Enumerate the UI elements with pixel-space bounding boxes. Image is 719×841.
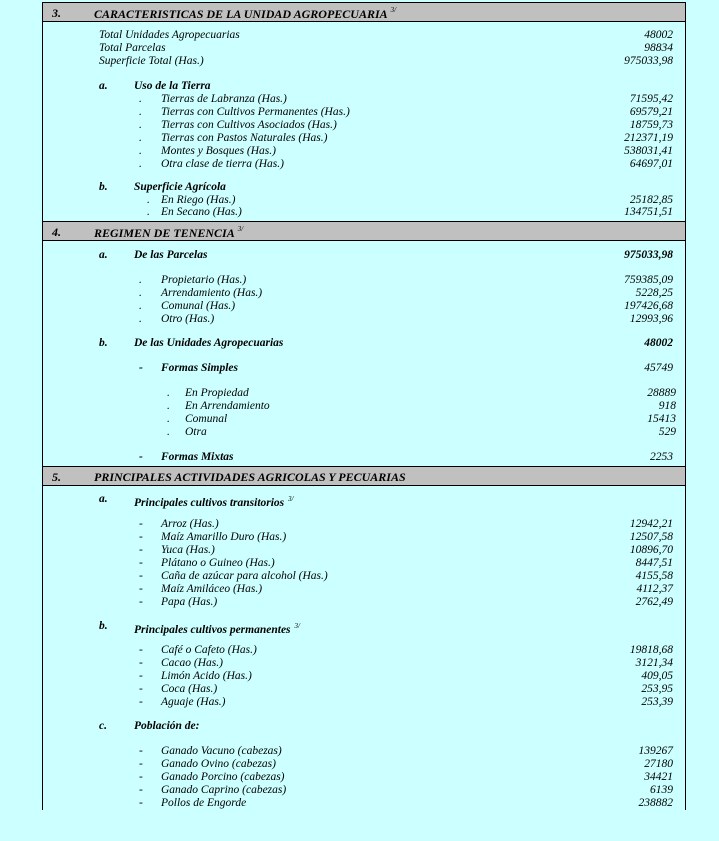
item-value: 238882 <box>638 797 673 809</box>
footnote-ref: 3/ <box>288 495 294 503</box>
item-label: Otra clase de tierra (Has.) <box>161 158 284 170</box>
item-label: Café o Cafeto (Has.) <box>161 644 257 656</box>
item-value: 134751,51 <box>624 206 673 218</box>
bullet: . <box>147 194 150 206</box>
bullet: - <box>139 758 143 770</box>
item-value: 6139 <box>650 784 673 796</box>
item-label: En Propiedad <box>185 387 249 399</box>
section-title <box>94 6 396 22</box>
group-title: Formas Simples <box>161 362 239 374</box>
item-label: Aguaje (Has.) <box>161 696 226 708</box>
list-item <box>43 287 685 300</box>
list-item <box>43 387 685 400</box>
bullet: - <box>139 644 143 656</box>
item-label: Plátano o Guineo (Has.) <box>161 557 275 569</box>
item-label: Ganado Caprino (cabezas) <box>161 784 287 796</box>
list-item <box>43 745 685 758</box>
item-label: Maíz Amarillo Duro (Has.) <box>161 531 287 543</box>
item-label: Maíz Amiláceo (Has.) <box>161 583 263 595</box>
bullet: - <box>139 797 143 809</box>
list-item <box>43 119 685 132</box>
row-value: 98834 <box>644 42 673 54</box>
group-header <box>43 362 685 375</box>
dash: - <box>139 362 143 374</box>
list-item <box>43 570 685 583</box>
item-value: 253,95 <box>641 683 673 695</box>
bullet: - <box>139 670 143 682</box>
list-item <box>43 426 685 439</box>
subsection-header <box>43 337 685 350</box>
item-label: Cacao (Has.) <box>161 657 223 669</box>
item-label: Comunal <box>185 413 228 425</box>
bullet: - <box>139 583 143 595</box>
item-value: 918 <box>658 400 676 412</box>
bullet: - <box>139 570 143 582</box>
item-label: En Arrendamiento <box>185 400 270 412</box>
item-label: Tierras con Cultivos Asociados (Has.) <box>161 119 337 131</box>
list-item <box>43 400 685 413</box>
bullet: - <box>139 596 143 608</box>
item-label: Ganado Vacuno (cabezas) <box>161 745 282 757</box>
section-number: 5. <box>52 470 61 484</box>
item-value: 69579,21 <box>629 106 673 118</box>
subsection-header <box>43 249 685 262</box>
bullet: - <box>139 771 143 783</box>
subsection-title-text: Principales cultivos permanentes <box>134 624 291 636</box>
subsection-title: De las Unidades Agropecuarias <box>134 337 284 349</box>
row-label: Total Unidades Agropecuarias <box>99 29 240 41</box>
list-item <box>43 518 685 531</box>
item-value: 71595,42 <box>629 93 673 105</box>
row-value: 975033,98 <box>624 55 673 67</box>
section-title: PRINCIPALES ACTIVIDADES AGRICOLAS Y PECUARIAS <box>94 470 406 484</box>
group-title: Formas Mixtas <box>161 451 234 463</box>
list-item <box>43 797 685 810</box>
subsection-title: Población de: <box>134 720 200 732</box>
group-value: 2253 <box>650 451 673 463</box>
subsection-letter: c. <box>99 720 107 732</box>
item-label: En Riego (Has.) <box>161 194 236 206</box>
item-value: 409,05 <box>641 670 673 682</box>
list-item <box>43 596 685 609</box>
subsection-header <box>43 80 685 93</box>
list-item <box>43 758 685 771</box>
bullet: . <box>167 426 170 438</box>
item-value: 34421 <box>644 771 673 783</box>
bullet: - <box>139 557 143 569</box>
subsection-letter: a. <box>99 249 108 261</box>
list-item <box>43 313 685 326</box>
subsection-header <box>43 620 685 636</box>
bullet: . <box>139 287 142 299</box>
item-value: 253,39 <box>641 696 673 708</box>
group-value: 45749 <box>644 362 673 374</box>
item-value: 759385,09 <box>624 274 673 286</box>
subsection-letter: b. <box>99 620 108 632</box>
section-number: 4. <box>52 225 61 239</box>
item-value: 4155,58 <box>635 570 673 582</box>
bullet: . <box>139 132 142 144</box>
footnote-ref: 3/ <box>237 225 244 233</box>
item-label: Montes y Bosques (Has.) <box>161 145 276 157</box>
item-label: Limón Acido (Has.) <box>161 670 252 682</box>
item-label: Propietario (Has.) <box>161 274 247 286</box>
bullet: . <box>167 413 170 425</box>
list-item <box>43 644 685 657</box>
total-row <box>43 55 685 68</box>
subsection-letter: a. <box>99 493 108 505</box>
item-value: 12993,96 <box>629 313 673 325</box>
subsection-title <box>134 620 300 637</box>
item-label: Tierras con Pastos Naturales (Has.) <box>161 132 328 144</box>
item-label: Comunal (Has.) <box>161 300 236 312</box>
list-item <box>43 670 685 683</box>
total-row <box>43 29 685 42</box>
list-item <box>43 531 685 544</box>
bullet: - <box>139 745 143 757</box>
subsection-title <box>134 493 294 510</box>
item-value: 529 <box>658 426 676 438</box>
item-value: 3121,34 <box>635 657 673 669</box>
item-label: Coca (Has.) <box>161 683 218 695</box>
subsection-title: Uso de la Tierra <box>134 80 211 92</box>
item-label: Tierras de Labranza (Has.) <box>161 93 287 105</box>
bullet: - <box>139 657 143 669</box>
bullet: . <box>139 93 142 105</box>
list-item <box>43 93 685 106</box>
section-number: 3. <box>52 6 61 20</box>
item-value: 12507,58 <box>629 531 673 543</box>
item-value: 25182,85 <box>629 194 673 206</box>
section-title <box>94 225 243 241</box>
item-value: 19818,68 <box>629 644 673 656</box>
item-value: 4112,37 <box>636 583 673 595</box>
subsection-value: 975033,98 <box>624 249 673 261</box>
list-item <box>43 106 685 119</box>
subsection-value: 48002 <box>644 337 673 349</box>
document-page <box>42 2 686 810</box>
subsection-title-text: Principales cultivos transitorios <box>134 497 285 509</box>
item-label: Otro (Has.) <box>161 313 215 325</box>
list-item <box>43 657 685 670</box>
subsection-letter: a. <box>99 80 108 92</box>
dash: - <box>139 451 143 463</box>
subsection-letter: b. <box>99 181 108 193</box>
item-label: Caña de azúcar para alcohol (Has.) <box>161 570 328 582</box>
item-label: En Secano (Has.) <box>161 206 242 218</box>
bullet: . <box>139 106 142 118</box>
list-item <box>43 300 685 313</box>
subsection-header <box>43 493 685 509</box>
item-value: 15413 <box>647 413 676 425</box>
bullet: - <box>139 784 143 796</box>
subsection-letter: b. <box>99 337 108 349</box>
section-title-text: REGIMEN DE TENENCIA <box>94 226 235 240</box>
list-item <box>43 544 685 557</box>
item-value: 10896,70 <box>629 544 673 556</box>
total-row <box>43 42 685 55</box>
list-item <box>43 771 685 784</box>
list-item <box>43 583 685 596</box>
row-label: Total Parcelas <box>99 42 166 54</box>
row-value: 48002 <box>644 29 673 41</box>
subsection-title: De las Parcelas <box>134 249 208 261</box>
footnote-ref: 3/ <box>390 6 397 14</box>
item-value: 2762,49 <box>635 596 673 608</box>
item-value: 27180 <box>644 758 673 770</box>
item-label: Tierras con Cultivos Permanentes (Has.) <box>161 106 350 118</box>
item-label: Ganado Porcino (cabezas) <box>161 771 285 783</box>
item-value: 538031,41 <box>624 145 673 157</box>
bullet: . <box>139 300 142 312</box>
list-item <box>43 132 685 145</box>
bullet: . <box>139 274 142 286</box>
bullet: - <box>139 683 143 695</box>
item-label: Arrendamiento (Has.) <box>161 287 263 299</box>
list-item <box>43 206 685 219</box>
list-item <box>43 784 685 797</box>
bullet: - <box>139 531 143 543</box>
bullet: . <box>167 387 170 399</box>
group-header <box>43 451 685 464</box>
bullet: . <box>139 158 142 170</box>
item-value: 28889 <box>647 387 676 399</box>
section-3-header <box>43 2 685 22</box>
bullet: . <box>139 313 142 325</box>
item-value: 64697,01 <box>629 158 673 170</box>
bullet: - <box>139 696 143 708</box>
item-label: Ganado Ovino (cabezas) <box>161 758 276 770</box>
section-5-header <box>43 466 685 486</box>
item-value: 139267 <box>638 745 673 757</box>
item-label: Arroz (Has.) <box>161 518 219 530</box>
list-item <box>43 696 685 709</box>
row-label: Superficie Total (Has.) <box>99 55 204 67</box>
item-label: Papa (Has.) <box>161 596 218 608</box>
item-value: 12942,21 <box>629 518 673 530</box>
list-item <box>43 145 685 158</box>
item-label: Pollos de Engorde <box>161 797 247 809</box>
item-value: 18759,73 <box>629 119 673 131</box>
item-value: 8447,51 <box>635 557 673 569</box>
list-item <box>43 683 685 696</box>
item-label: Yuca (Has.) <box>161 544 215 556</box>
item-value: 5228,25 <box>635 287 673 299</box>
item-value: 197426,68 <box>624 300 673 312</box>
item-label: Otra <box>185 426 207 438</box>
footnote-ref: 3/ <box>294 622 300 630</box>
bullet: . <box>167 400 170 412</box>
list-item <box>43 274 685 287</box>
subsection-header <box>43 181 685 194</box>
list-item <box>43 158 685 171</box>
subsection-header <box>43 720 685 733</box>
section-title-text: CARACTERISTICAS DE LA UNIDAD AGROPECUARIA <box>94 7 388 21</box>
list-item <box>43 413 685 426</box>
subsection-title: Superficie Agrícola <box>134 181 226 193</box>
bullet: - <box>139 544 143 556</box>
bullet: - <box>139 518 143 530</box>
item-value: 212371,19 <box>624 132 673 144</box>
list-item <box>43 557 685 570</box>
bullet: . <box>139 145 142 157</box>
bullet: . <box>147 206 150 218</box>
section-4-header <box>43 221 685 241</box>
bullet: . <box>139 119 142 131</box>
